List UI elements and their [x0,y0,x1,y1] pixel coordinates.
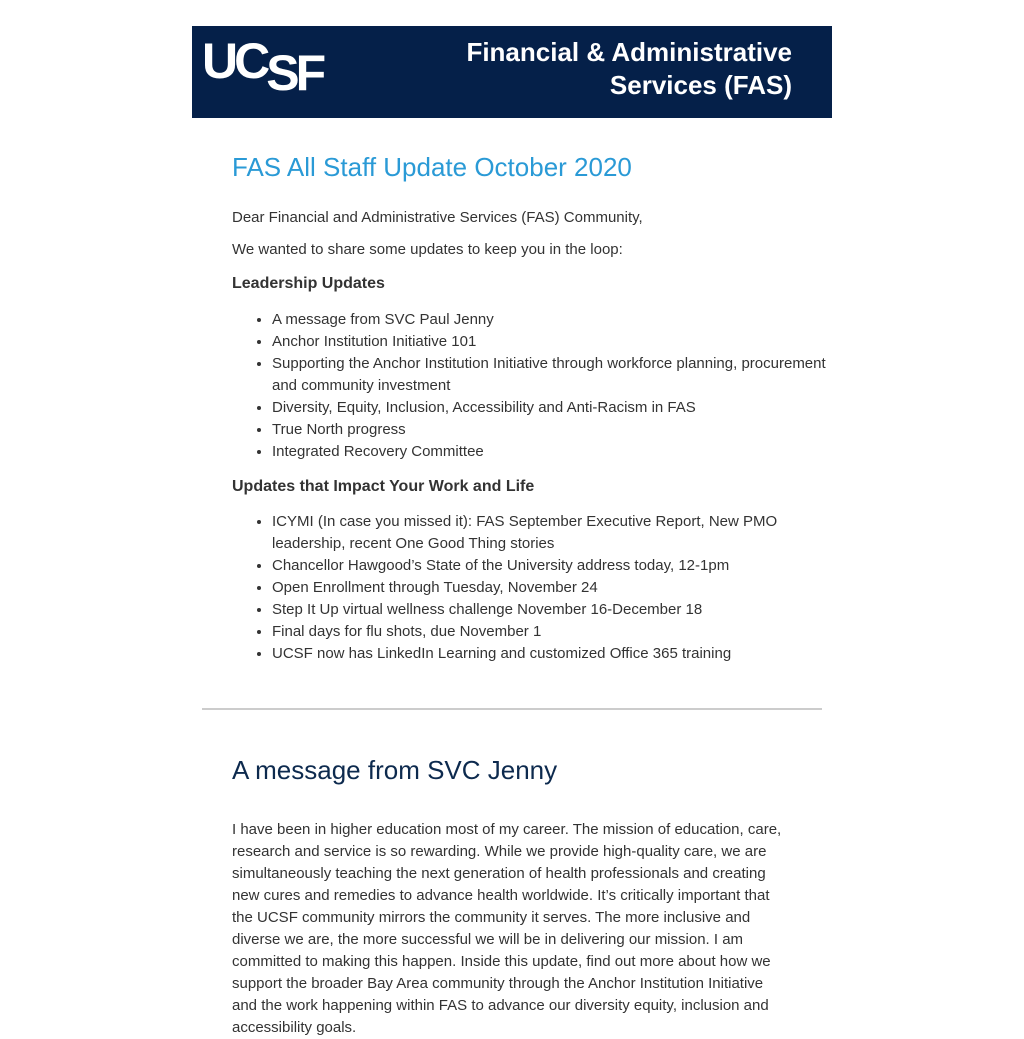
message-body: I have been in higher education most of my career. The mission of education, care, research and service is so rewarding. While we provide high-quality care, we are simultaneously teaching the next generation of health professionals and creating new cures and remedies to advance health worldwide. It’s critically important that the UCSF community mirrors the community it serves. The more inclusive and diverse we are, the more successful we will be in delivering our mission. I am committed to making this happen. Inside this update, find out more about how we support the broader Bay Area community through the Anchor Institution Initiative and the work happening within FAS to advance our diversity equity, inclusion and accessibility goals. [232,821,782,1036]
section-heading: Leadership Updates [232,275,385,292]
list-item[interactable]: • Anchor Institution Initiative 101 [272,331,828,353]
list-item[interactable]: • Chancellor Hawgood’s State of the University address today, 12-1pm [272,555,828,577]
message-heading: A message from SVC Jenny [232,755,558,785]
ucsf-logo: UCSF [202,33,323,101]
updates-list [232,511,828,665]
list-item[interactable]: • ICYMI (In case you missed it): FAS September Executive Report, New PMO leadership, recent One Good Thing stories [272,511,828,555]
list-item[interactable]: • True North progress [272,419,828,441]
banner-title-line1: Financial & Administrative [466,37,792,67]
leadership-list [232,309,828,463]
list-item[interactable]: • Integrated Recovery Committee [272,441,828,463]
list-item[interactable]: • Supporting the Anchor Institution Initiative through workforce planning, procurement and community investment [272,353,828,397]
list-item[interactable]: • Open Enrollment through Tuesday, November 24 [272,577,828,599]
list-item[interactable]: • Step It Up virtual wellness challenge November 16-December 18 [272,599,828,621]
list-item[interactable]: • UCSF now has LinkedIn Learning and customized Office 365 training [272,643,828,665]
page-title: FAS All Staff Update October 2020 [232,152,632,182]
header-banner [192,26,832,118]
greeting: Dear Financial and Administrative Services (FAS) Community, [232,209,643,226]
intro: We wanted to share some updates to keep you in the loop: [232,241,623,258]
banner-title-line2: Services (FAS) [609,70,792,100]
banner-title [466,36,792,102]
list-item[interactable]: • Diversity, Equity, Inclusion, Accessibility and Anti-Racism in FAS [272,397,828,419]
list-item[interactable]: • Final days for flu shots, due November 1 [272,621,828,643]
divider [202,708,822,710]
section-heading: Updates that Impact Your Work and Life [232,478,535,495]
list-item[interactable]: • A message from SVC Paul Jenny [272,309,828,331]
